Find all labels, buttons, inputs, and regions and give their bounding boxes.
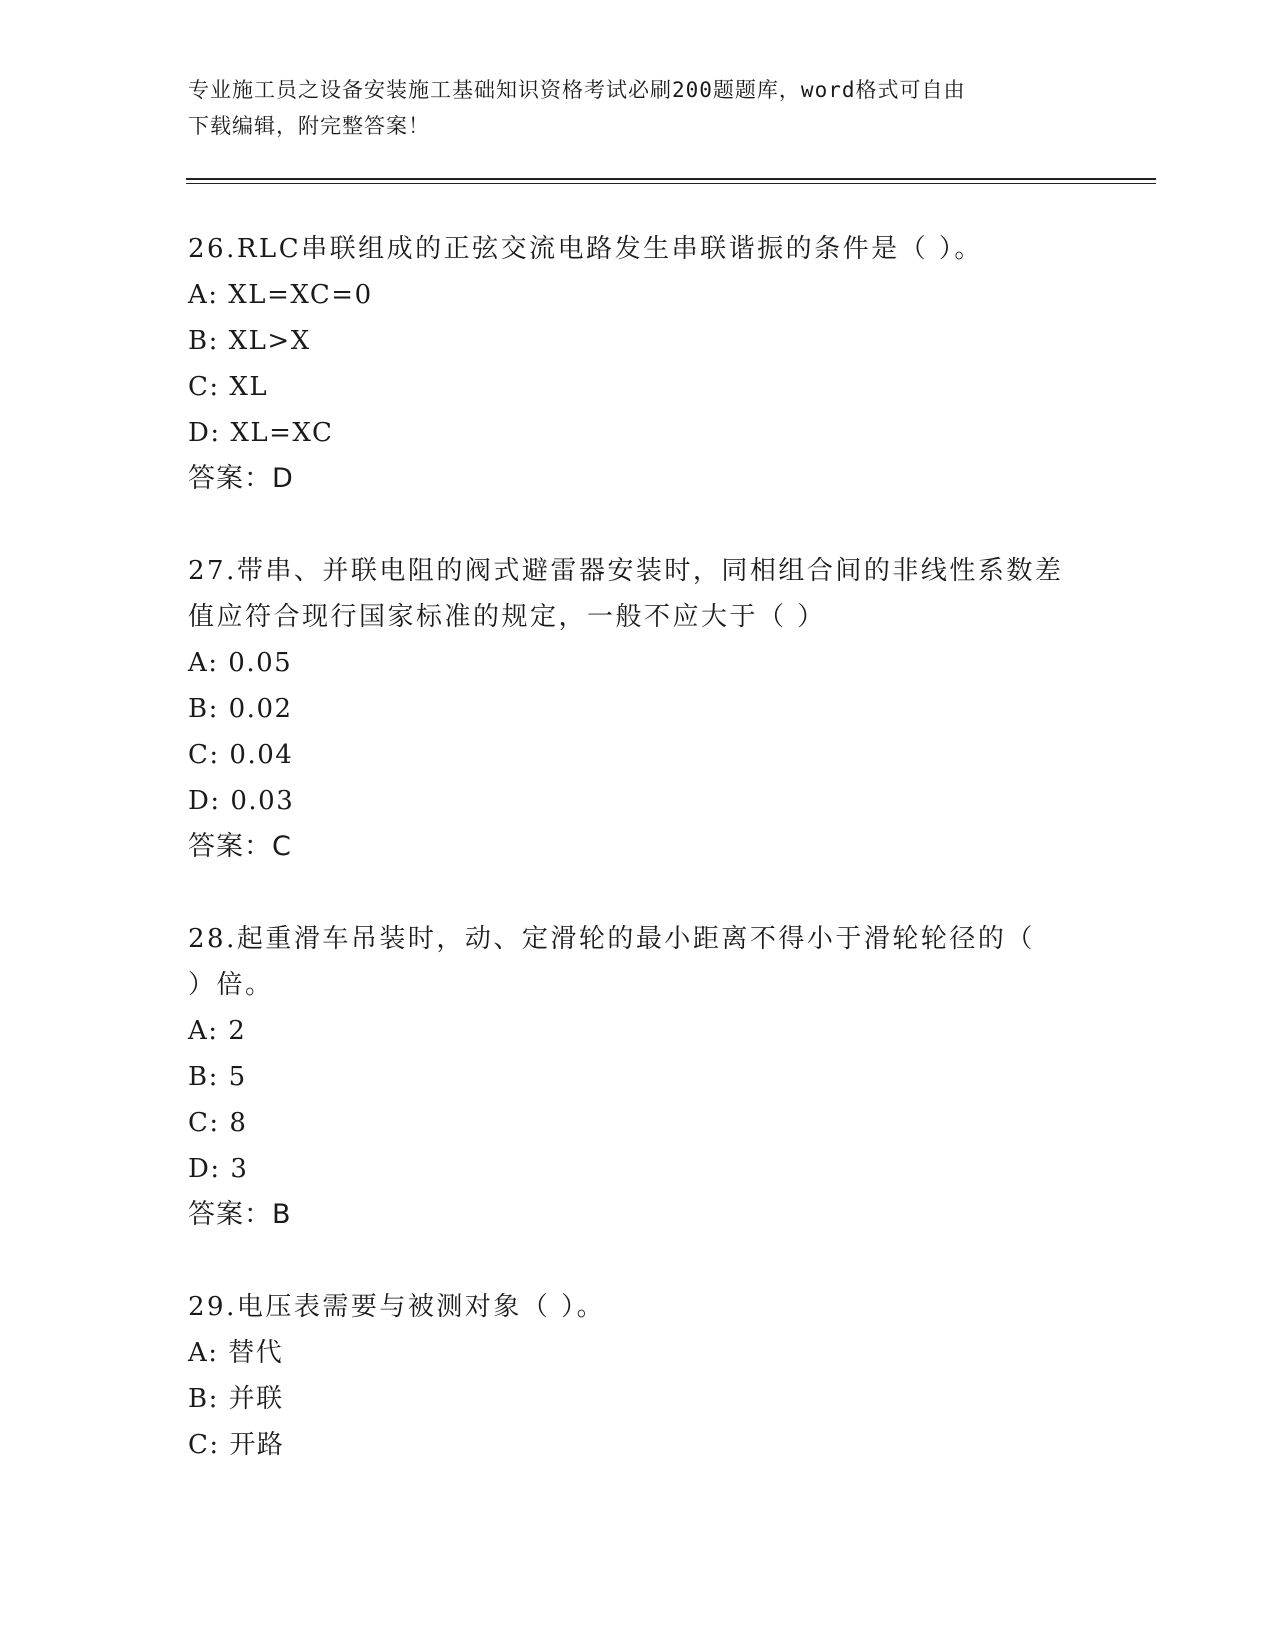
option-b: B: 0.02 <box>188 694 293 724</box>
option-a: A: 2 <box>188 1016 247 1046</box>
option-b: B: XL>X <box>188 326 311 356</box>
question-stem-line: 26.RLC串联组成的正弦交流电路发生串联谐振的条件是（ ）。 <box>188 234 983 264</box>
option-d: D: XL=XC <box>188 418 334 448</box>
header-line-1: 专业施工员之设备安装施工基础知识资格考试必刷200题题库，word格式可自由 <box>188 78 966 102</box>
answer-line: 答案：C <box>188 831 292 862</box>
header-divider-thin <box>186 183 1156 184</box>
option-c: C: 开路 <box>188 1430 285 1460</box>
header-divider-thick <box>186 178 1156 180</box>
option-b: B: 5 <box>188 1062 247 1092</box>
question-stem-line: 28.起重滑车吊装时，动、定滑轮的最小距离不得小于滑轮轮径的（ <box>188 924 1035 954</box>
question-stem-line: 值应符合现行国家标准的规定，一般不应大于（ ） <box>188 602 826 632</box>
question-stem-line: 29.电压表需要与被测对象（ ）。 <box>188 1292 606 1322</box>
option-c: C: 0.04 <box>188 740 294 770</box>
option-a: A: XL=XC=0 <box>188 280 373 310</box>
option-c: C: 8 <box>188 1108 248 1138</box>
question-stem-line: 27.带串、并联电阻的阀式避雷器安装时，同相组合间的非线性系数差 <box>188 556 1064 586</box>
question-27 <box>188 548 1088 870</box>
option-c: C: XL <box>188 372 269 402</box>
option-a: A: 0.05 <box>188 648 293 678</box>
answer-line: 答案：B <box>188 1199 292 1230</box>
question-26 <box>188 226 1088 502</box>
option-d: D: 0.03 <box>188 786 295 816</box>
question-28 <box>188 916 1088 1238</box>
question-stem-line: ）倍。 <box>188 970 274 1000</box>
question-29 <box>188 1284 1088 1468</box>
document-header <box>188 72 1088 144</box>
option-d: D: 3 <box>188 1154 249 1184</box>
option-b: B: 并联 <box>188 1384 284 1414</box>
option-a: A: 替代 <box>188 1338 284 1368</box>
header-line-2: 下载编辑，附完整答案！ <box>188 114 430 138</box>
answer-line: 答案：D <box>188 463 294 494</box>
